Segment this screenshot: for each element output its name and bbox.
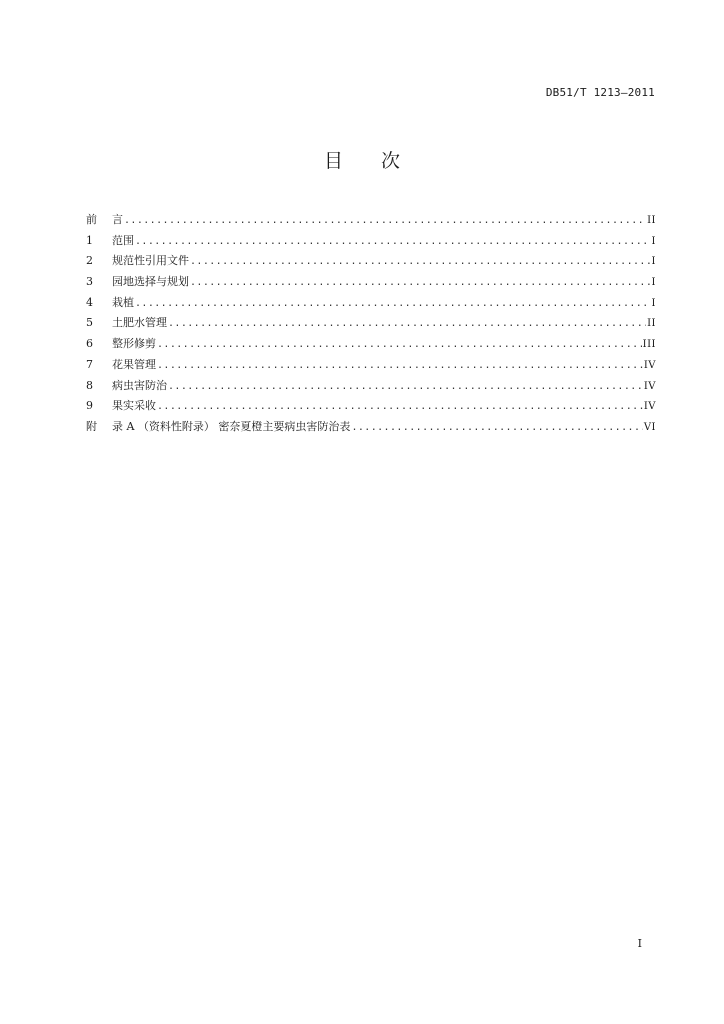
leader-dots <box>190 256 651 267</box>
leader-dots <box>190 277 651 288</box>
toc-entry-page: II <box>647 215 656 226</box>
leader-dots <box>168 318 646 329</box>
toc-entry-label: 范围 <box>112 233 134 247</box>
toc-entry-page: IV <box>643 380 656 392</box>
toc-entry-foreword[interactable] <box>86 211 656 232</box>
standard-code: DB51/T 1213—2011 <box>545 86 655 99</box>
toc-entry-9[interactable] <box>86 397 656 418</box>
toc-entry-1[interactable] <box>86 232 656 253</box>
toc-entry-page: I <box>651 256 656 268</box>
toc-entry-page: IV <box>643 401 656 413</box>
toc-entry-number: 5 <box>86 316 93 330</box>
toc-title <box>0 146 724 173</box>
toc-entry-label: 整形修剪 <box>112 337 156 351</box>
toc-entry-page: I <box>651 277 656 289</box>
toc-entry-page: II <box>647 318 656 330</box>
toc-entry-number: 6 <box>86 337 93 351</box>
toc-entry-number: 前 <box>86 213 97 226</box>
toc-entry-label: 栽植 <box>112 295 134 309</box>
toc-entry-page: VI <box>643 421 656 433</box>
toc-entry-6[interactable] <box>86 335 656 356</box>
toc-entry-number: 8 <box>86 378 93 392</box>
toc-entry-3[interactable] <box>86 273 656 294</box>
toc-entry-label: 园地选择与规划 <box>112 275 189 289</box>
toc-entry-number: 4 <box>86 295 93 309</box>
toc-entry-number: 7 <box>86 357 93 371</box>
toc-entry-7[interactable] <box>86 356 656 377</box>
table-of-contents <box>86 211 656 439</box>
leader-dots <box>168 381 643 392</box>
toc-entry-label: 言 <box>112 213 123 226</box>
leader-dots <box>157 401 643 412</box>
toc-entry-page: IV <box>643 359 656 371</box>
leader-dots <box>157 360 643 371</box>
toc-entry-label: 病虫害防治 <box>112 378 167 392</box>
toc-title-char-2: 次 <box>381 150 401 172</box>
toc-entry-5[interactable] <box>86 314 656 335</box>
toc-entry-label: 果实采收 <box>112 399 156 413</box>
toc-entry-label: 花果管理 <box>112 357 156 371</box>
toc-entry-number: 9 <box>86 399 93 413</box>
toc-entry-appendix-a[interactable] <box>86 418 656 439</box>
toc-entry-label: 录 A （资料性附录） 密奈夏橙主要病虫害防治表 <box>112 419 351 433</box>
toc-entry-number: 2 <box>86 254 93 268</box>
toc-entry-2[interactable] <box>86 252 656 273</box>
toc-entry-label: 土肥水管理 <box>112 316 167 330</box>
toc-entry-page: III <box>642 339 656 351</box>
toc-entry-number: 1 <box>86 233 93 247</box>
page-number: I <box>637 937 642 950</box>
toc-entry-4[interactable] <box>86 294 656 315</box>
leader-dots <box>124 215 646 226</box>
toc-entry-page: I <box>651 235 656 247</box>
leader-dots <box>157 339 642 350</box>
leader-dots <box>135 236 651 247</box>
toc-title-char-1: 目 <box>323 150 343 172</box>
toc-entry-number: 3 <box>86 275 93 289</box>
leader-dots <box>135 298 651 309</box>
leader-dots <box>351 422 642 433</box>
toc-entry-8[interactable] <box>86 377 656 398</box>
toc-entry-number: 附 <box>86 419 97 433</box>
toc-entry-page: I <box>651 297 656 309</box>
toc-entry-label: 规范性引用文件 <box>112 254 189 268</box>
